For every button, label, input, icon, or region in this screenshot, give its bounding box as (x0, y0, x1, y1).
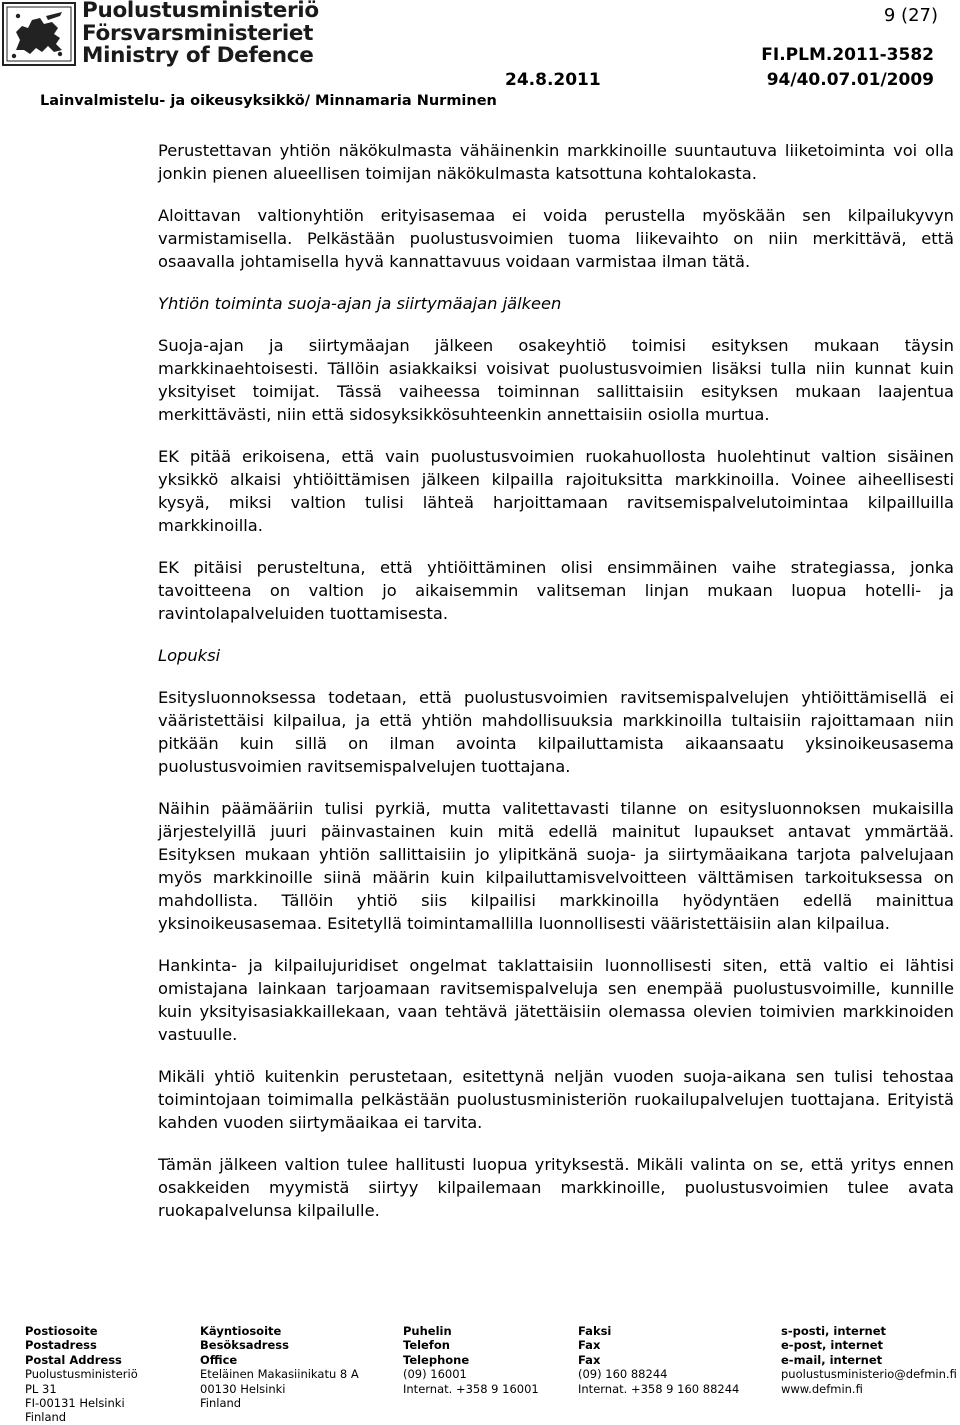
footer-label: Telephone (403, 1352, 470, 1367)
footer-fax (578, 1324, 739, 1396)
section-heading: Yhtiön toiminta suoja-ajan ja siirtymäajan jälkeen (158, 294, 562, 313)
department-author: Lainvalmistelu- ja oikeusyksikkö/ Minnamaria Nurminen (40, 93, 497, 109)
paragraph-sentence: Pelkästään puolustusvoimien tuoma liikevaihto on niin merkittävä, että osaavalla johtamisella hyvä kannattavuus voidaan varmistaa ilman tätä. (158, 229, 954, 271)
footer-label: Fax (578, 1338, 601, 1353)
paragraph: Tämän jälkeen valtion tulee hallitusti luopua yrityksestä. Mikäli valinta on se, että yritys ennen osakkeiden myymistä siirtyy kilpailemaan markkinoille, puolustusvoimien tulee avata ruokapalvelunsa kilpailulle. (158, 1155, 954, 1220)
footer-label: Office (200, 1352, 238, 1367)
footer-value: (09) 16001 (403, 1367, 467, 1382)
footer-email-link[interactable]: puolustusministerio@defmin.fi (781, 1367, 957, 1382)
document-reference: FI.PLM.2011-3582 (761, 45, 934, 65)
footer-value: Finland (25, 1410, 67, 1425)
paragraph: Mikäli yhtiö kuitenkin perustetaan, esitettynä neljän vuoden suoja-aikana sen tulisi tehostaa toimintojaan toimimalla pelkästään puolustusministeriön ruokailupalvelujen tuottajana. Erityistä kahden vuoden siirtymäaikaa ei tarvita. (158, 1067, 954, 1132)
paragraph: EK pitää erikoisena, että vain puolustusvoimien ruokahuollosta huolehtinut valtion sisäinen yksikkö alkaisi yhtiöittämisen jälkeen kilpailla rajoituksitta markkinoilla. Voinee aiheellisesti kysyä, miksi valtion tulisi lähteä harjoittamaan ravitsemispalvelutoimintaa kilpailluilla markkinoilla. (158, 447, 954, 535)
paragraph (158, 204, 954, 273)
ministry-name-block (82, 0, 319, 68)
footer-value: Internat. +358 9 16001 (403, 1381, 539, 1396)
footer-label: Postiosoite (25, 1324, 98, 1338)
footer-value: FI-00131 Helsinki (25, 1396, 125, 1411)
section-heading: Lopuksi (158, 646, 221, 665)
document-body (158, 139, 954, 1222)
footer-value: PL 31 (25, 1381, 57, 1396)
paragraph: Perustettavan yhtiön näkökulmasta vähäinenkin markkinoille suuntautuva liiketoiminta voi olla jonkin pienen alueellisen toimijan näkökulmasta katsottuna kohtalokasta. (158, 141, 954, 183)
paragraph: Esitysluonnoksessa todetaan, että puolustusvoimien ravitsemispalvelujen yhtiöittämisellä ei vääristettäisi kilpailua, ja että yhtiön mahdollisuuksia markkinoilla tultaisiin rajoittamaan niin pitkään kuin sillä on ilman avointa kilpailuttamista aikaansaatu yksinoikeusasema puolustusvoimien ravitsemispalvelujen tuottajana. (158, 688, 954, 776)
footer-label: Postal Address (25, 1352, 122, 1367)
paragraph: Suoja-ajan ja siirtymäajan jälkeen osakeyhtiö toimisi esityksen mukaan täysin markkinaehtoisesti. Tällöin asiakkaiksi voisivat puolustusvoimien lisäksi tulla niin kunnat kuin yksityiset toimijat. Tässä vaiheessa toiminnan sallittaisiin esityksen mukaan laajentua merkittävästi, niin että sidosyksikkösuhteenkin annettaisiin osiolla murtua. (158, 336, 954, 424)
document-date: 24.8.2011 (505, 70, 601, 90)
footer-label: Postadress (25, 1338, 97, 1353)
footer-label: Faksi (578, 1324, 612, 1338)
paragraph: Hankinta- ja kilpailujuridiset ongelmat taklattaisiin luonnollisesti siten, että valtio ei lähtisi omistajana lainkaan tarjoamaan ravitsemispalveluja sen enempää puolustusvoimille, kunnille kuin yksityisasiakkaillekaan, vaan tehtävä jätettäisiin olemassa olevien toimivien markkinoiden vastuulle. (158, 956, 954, 1044)
ministry-name-fi: Puolustusministeriö (82, 0, 319, 23)
footer-label: e-mail, internet (781, 1352, 883, 1367)
page-footer (25, 1324, 960, 1424)
page-number: 9 (27) (883, 5, 938, 26)
paragraph-sentence: Aloittavan valtionyhtiön erityisasemaa ei voida perustella myöskään sen kilpailukyvyn varmistamisella. (158, 206, 954, 248)
footer-label: Käyntiosoite (200, 1324, 282, 1338)
footer-label: Fax (578, 1352, 601, 1367)
ministry-name-sv: Försvarsministeriet (82, 20, 314, 46)
paragraph: EK pitäisi perusteltuna, että yhtiöittäminen olisi ensimmäinen vaihe strategiassa, jonka tavoitteena on valtion jo aikaisemmin valitseman linjan mukaan luopua hotelli- ja ravintolapalveluiden tuottamisesta. (158, 558, 954, 623)
footer-value: Internat. +358 9 160 88244 (578, 1381, 740, 1396)
footer-email (781, 1324, 957, 1396)
footer-label: Telefon (403, 1338, 450, 1353)
footer-value: (09) 160 88244 (578, 1367, 668, 1382)
footer-visiting-address (200, 1324, 359, 1410)
footer-value: Eteläinen Makasiinikatu 8 A (200, 1367, 359, 1382)
footer-value: Finland (200, 1396, 242, 1411)
footer-label: Puhelin (403, 1324, 452, 1338)
ministry-name-en: Ministry of Defence (82, 43, 314, 68)
footer-value: Puolustusministeriö (25, 1367, 138, 1382)
footer-label: s-posti, internet (781, 1324, 886, 1338)
footer-website-link[interactable]: www.defmin.fi (781, 1381, 863, 1396)
footer-label: Besöksadress (200, 1338, 289, 1353)
footer-postal-address (25, 1324, 138, 1425)
footer-phone (403, 1324, 539, 1396)
lion-coat-of-arms-icon (2, 2, 76, 66)
footer-label: e-post, internet (781, 1338, 884, 1353)
paragraph: Näihin päämääriin tulisi pyrkiä, mutta valitettavasti tilanne on esitysluonnoksen mukaisilla järjestelyillä juuri päinvastainen kuin mitä edellä mainitut lupaukset antavat ymmärtää. Esityksen mukaan yhtiön sallittaisiin jo ylipitkänä suoja- ja siirtymäaikana tarjota palvelujaan myös markkinoille siinä määrin kuin kilpailuttamisvelvoitteen välttämisen tarkoituksessa on mahdollista. Tällöin yhtiö siis kilpailisi markkinoilla hyödyntäen edellä mainittua yksinoikeusasemaa. Esitetyllä toimintamallilla luonnollisesti vääristettäisiin alan kilpailua. (158, 799, 954, 933)
document-reference-2: 94/40.07.01/2009 (766, 70, 934, 90)
footer-value: 00130 Helsinki (200, 1381, 286, 1396)
